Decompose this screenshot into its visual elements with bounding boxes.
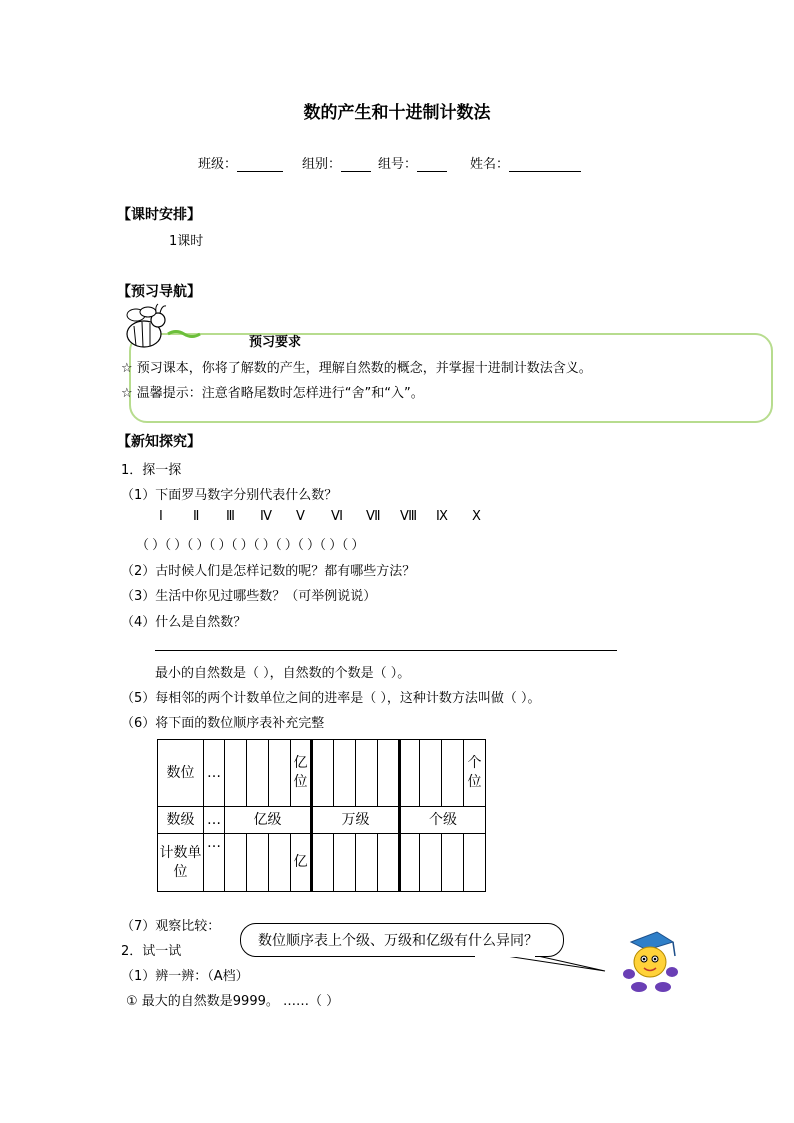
level-row-label: 数级 <box>158 807 204 834</box>
question-1: （1）下面罗马数字分别代表什么数？ <box>121 488 338 503</box>
ge-level-cell: 个级 <box>400 807 486 834</box>
preview-note-box <box>129 333 773 423</box>
preview-heading: 【预习导航】 <box>117 284 201 300</box>
part2-label: 2．试一试 <box>121 944 182 959</box>
roman-6: Ⅵ <box>331 509 343 524</box>
place-cell[interactable] <box>334 740 356 807</box>
roman-5: Ⅴ <box>296 509 305 524</box>
name-label: 姓名： <box>470 157 510 172</box>
subsection-1: （1）辨一辨：（A档） <box>121 969 249 984</box>
roman-10: Ⅹ <box>472 509 481 524</box>
unit-cell[interactable] <box>247 834 269 892</box>
place-cell[interactable] <box>312 740 334 807</box>
level-row <box>158 807 486 834</box>
unit-cell[interactable] <box>225 834 247 892</box>
preview-box-title: 预习要求 <box>249 335 302 350</box>
unit-cell[interactable] <box>400 834 420 892</box>
place-ellipsis: … <box>204 740 225 807</box>
unit-cell[interactable] <box>464 834 486 892</box>
wan-level-cell: 万级 <box>312 807 400 834</box>
roman-9: Ⅸ <box>436 509 448 524</box>
class-field <box>198 153 283 172</box>
group-blank[interactable] <box>341 157 371 172</box>
question-4: （4）什么是自然数？ <box>121 615 247 630</box>
leaf-decoration-icon <box>166 329 202 339</box>
question-4-fill: 最小的自然数是（ ），自然数的个数是（ ）。 <box>155 666 411 681</box>
schedule-heading: 【课时安排】 <box>117 207 201 223</box>
place-cell[interactable] <box>420 740 442 807</box>
item-1: ① 最大的自然数是9999。 ……（ ） <box>126 994 340 1009</box>
preview-item-2: ☆ 温馨提示：注意省略尾数时怎样进行“舍”和“入”。 <box>121 386 424 401</box>
yi-unit-cell: 亿 <box>291 834 312 892</box>
question-5: （5）每相邻的两个计数单位之间的进率是（ ），这种计数方法叫做（ ）。 <box>121 691 541 706</box>
name-blank[interactable] <box>509 157 581 172</box>
roman-answer-parens[interactable]: （ ）（ ）（ ）（ ）（ ）（ ）（ ）（ ）（ ）（ ） <box>136 538 364 553</box>
group-no-label: 组号： <box>378 157 418 172</box>
group-field <box>302 153 371 172</box>
unit-cell[interactable] <box>312 834 334 892</box>
group-label: 组别： <box>302 157 342 172</box>
unit-cell[interactable] <box>334 834 356 892</box>
place-cell[interactable] <box>378 740 400 807</box>
roman-3: Ⅲ <box>226 509 235 524</box>
schedule-content: 1课时 <box>169 234 204 249</box>
roman-2: Ⅱ <box>193 509 200 524</box>
roman-8: Ⅷ <box>400 509 418 524</box>
unit-cell[interactable] <box>378 834 400 892</box>
place-row-label: 数位 <box>158 740 204 807</box>
page-title: 数的产生和十进制计数法 <box>303 103 491 123</box>
question-6: （6）将下面的数位顺序表补充完整 <box>121 716 325 731</box>
yi-level-cell: 亿级 <box>225 807 312 834</box>
question-2: （2）古时候人们是怎样记数的呢？都有哪些方法？ <box>121 564 416 579</box>
place-value-table <box>157 739 486 892</box>
unit-cell[interactable] <box>269 834 291 892</box>
level-ellipsis: … <box>204 807 225 834</box>
bee-icon <box>114 302 174 354</box>
place-cell[interactable] <box>356 740 378 807</box>
place-cell[interactable] <box>442 740 464 807</box>
unit-row <box>158 834 486 892</box>
explore-heading: 【新知探究】 <box>117 434 201 450</box>
name-field <box>470 153 581 172</box>
part1-label: 1．探一探 <box>121 463 182 478</box>
place-cell[interactable] <box>400 740 420 807</box>
roman-1: Ⅰ <box>159 509 163 524</box>
preview-item-1: ☆ 预习课本，你将了解数的产生，理解自然数的概念，并掌握十进制计数法含义。 <box>121 361 592 376</box>
roman-4: Ⅳ <box>260 509 272 524</box>
question-7: （7）观察比较： <box>121 919 221 934</box>
unit-cell[interactable] <box>420 834 442 892</box>
place-row <box>158 740 486 807</box>
place-cell[interactable] <box>269 740 291 807</box>
bubble-text: 数位顺序表上个级、万级和亿级有什么异同？ <box>258 933 538 949</box>
place-cell[interactable] <box>247 740 269 807</box>
question-3: （3）生活中你见过哪些数？（可举例说说） <box>121 589 377 604</box>
answer-line[interactable] <box>155 650 617 651</box>
roman-7: Ⅶ <box>366 509 381 524</box>
class-label: 班级： <box>198 157 238 172</box>
place-cell[interactable] <box>225 740 247 807</box>
group-no-blank[interactable] <box>417 157 447 172</box>
ge-place-cell: 个位 <box>464 740 486 807</box>
unit-row-label: 计数单位 <box>158 834 204 892</box>
group-no-field <box>378 153 447 172</box>
class-blank[interactable] <box>237 157 283 172</box>
mascot-icon <box>617 928 685 994</box>
unit-cell[interactable] <box>442 834 464 892</box>
unit-ellipsis: … <box>204 834 225 892</box>
unit-cell[interactable] <box>356 834 378 892</box>
yi-place-cell: 亿位 <box>291 740 312 807</box>
